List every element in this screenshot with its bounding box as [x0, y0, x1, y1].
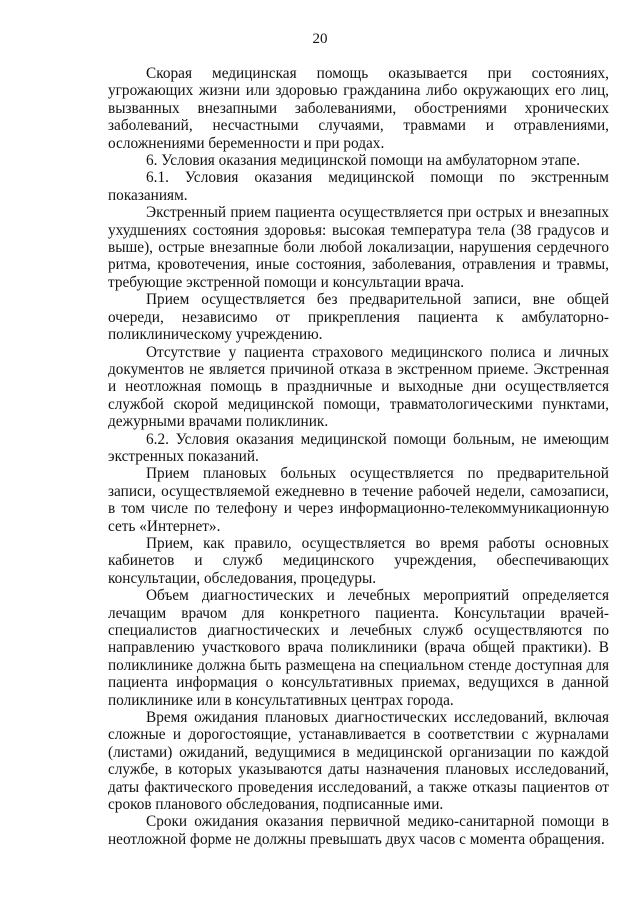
- page-number: 20: [312, 31, 328, 47]
- paragraph-ambulance: Скорая медицинская помощь оказывается при состояниях, угрожающих жизни или здоровью гражданина либо окружающих его лиц, вызванных внезапными заболеваниями, обострениями хронических заболеваний, несчастными случаями, травмами и отравлениями, осложнениями беременности и при родах.: [108, 65, 609, 152]
- paragraph-no-policy: Отсутствие у пациента страхового медицинского полиса и личных документов не является причиной отказа в экстренном приеме. Экстренная и неотложная помощь в праздничные и выходные дни осуществляется службой скорой медицинской помощи, травматологическими пунктами, дежурными врачами поликлиник.: [108, 343, 609, 431]
- paragraph-diagnostics-scope: Объем диагностических и лечебных мероприятий определяется лечащим врачом для конкретного пациента. Консультации врачей-специалистов диагностических и лечебных служб осуществляются по направлению участкового врача поликлиники (врача общей практики). В поликлинике должна быть размещена на специальном стенде доступная для пациента информация о консультативных приемах, ведущихся в данной поликлинике или в консультативных центрах города.: [108, 587, 609, 709]
- paragraph-waiting-time: Время ожидания плановых диагностических исследований, включая сложные и дорогостоящие, устанавливается в соответствии с журналами (листами) ожиданий, ведущимися в медицинской организации по каждой службе, в которых указываются даты назначения плановых исследований, даты фактического проведения исследований, а также отказы пациентов от сроков планового обследования, подписанные ими.: [108, 709, 609, 814]
- paragraph-urgent-deadline: Сроки ожидания оказания первичной медико-санитарной помощи в неотложной форме не должны превышать двух часов с момента обращения.: [108, 813, 609, 848]
- section-heading-6-2: 6.2. Условия оказания медицинской помощи больным, не имеющим экстренных показаний.: [108, 430, 609, 465]
- section-heading-6-1: 6.1. Условия оказания медицинской помощи по экстренным показаниям.: [108, 169, 609, 204]
- paragraph-no-appointment: Прием осуществляется без предварительной записи, вне общей очереди, независимо от прикрепления пациента к амбулаторно-поликлиническому учреждению.: [108, 291, 609, 344]
- paragraph-working-hours: Прием, как правило, осуществляется во время работы основных кабинетов и служб медицинского учреждения, обеспечивающих консультации, обследования, процедуры.: [108, 534, 609, 587]
- paragraph-planned-reception: Прием плановых больных осуществляется по предварительной записи, осуществляемой ежедневно в течение рабочей недели, самозаписи, в том числе по телефону и через информационно-телекоммуникационную сеть «Интернет».: [108, 465, 609, 535]
- section-heading-6: 6. Условия оказания медицинской помощи на амбулаторном этапе.: [146, 152, 581, 170]
- document-body: [108, 65, 609, 848]
- paragraph-emergency-reception: Экстренный прием пациента осуществляется при острых и внезапных ухудшениях состояния здоровья: высокая температура тела (38 градусов и выше), острые внезапные боли любой локализации, нарушения сердечного ритма, кровотечения, иные состояния, заболевания, отравления и травмы, требующие экстренной помощи и консультации врача.: [108, 204, 609, 291]
